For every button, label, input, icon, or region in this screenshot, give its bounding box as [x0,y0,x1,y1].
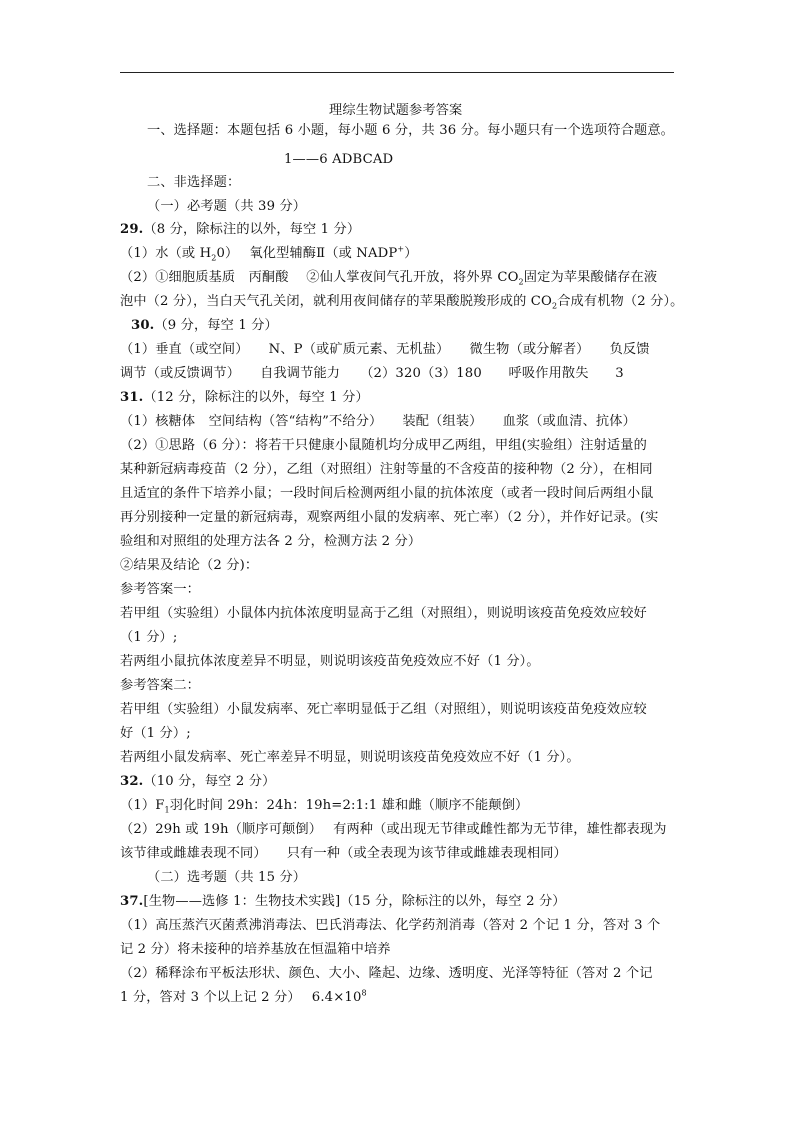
elective-heading: （二）选考题（共 15 分） [147,870,307,885]
q31-line7: ②结果及结论（2 分)： [120,558,259,573]
q32-line1-sub: 1 [164,805,170,815]
q29-number: 29. [120,222,144,237]
q31-ref2-line1: 若甲组（实验组）小鼠发病率、死亡率明显低于乙组（对照组），则说明该疫苗免疫效应较 [120,702,647,717]
q32-number: 32. [120,774,144,789]
q37-line4-a: 1 分，答对 3 个以上记 2 分） 6.4×10 [120,990,362,1005]
q29-line1 [120,244,418,264]
q32-heading [120,772,275,792]
q31-line5: 再分别接种一定量的新冠病毒，观察两组小鼠的发病率、死亡率）（2 分），并作好记录。(实 [120,510,659,525]
required-heading: （一）必考题（共 39 分） [147,199,307,214]
q31-ref1-line3: 若两组小鼠抗体浓度差异不明显，则说明该疫苗免疫效应不好（1 分）。 [120,654,540,669]
q31-heading [120,388,369,408]
q29-line3 [120,292,684,312]
q37-number: 37. [120,894,144,909]
q37-line1: （1）高压蒸汽灭菌煮沸消毒法、巴氏消毒法、化学药剂消毒（答对 2 个记 1 分，答对 3 个 [120,918,661,933]
q37-heading [120,892,566,912]
q32-line3: 该节律或雌雄表现不同） 只有一种（或全表现为该节律或雌雄表现相同） [120,846,567,861]
q29-line1-b: 0） 氧化型辅酶Ⅱ（或 NADP [216,246,398,261]
q29-line1-a: （1）水（或 H [120,246,212,261]
q31-ref2-heading: 参考答案二： [120,678,201,693]
q31-line4: 且适宜的条件下培养小鼠；一段时间后检测两组小鼠的抗体浓度（或者一段时间后两组小鼠 [120,486,654,501]
q37-head: [生物——选修 1：生物技术实践]（15 分，除标注的以外，每空 2 分） [143,894,566,909]
q31-line6: 验组和对照组的处理方法各 2 分，检测方法 2 分） [120,534,422,549]
q37-line3: （2）稀释涂布平板法形状、颜色、大小、隆起、边缘、透明度、光泽等特征（答对 2 个记 [120,966,653,981]
q31-line2: （2）①思路（6 分）：将若干只健康小鼠随机均分成甲乙两组，甲组(实验组）注射适量的 [120,438,647,453]
section1-heading: 一、选择题：本题包括 6 小题，每小题 6 分，共 36 分。每小题只有一个选项符合题意。 [147,123,675,138]
q37-line4-sup: 8 [361,988,367,998]
q30-head: （9 分，每空 1 分） [154,318,278,333]
q31-ref1-heading: 参考答案一： [120,582,201,597]
q29-line2 [120,268,657,288]
q29-line3-b: 合成有机物（2 分）。 [557,294,684,309]
q31-ref1-line1: 若甲组（实验组）小鼠体内抗体浓度明显高于乙组（对照组），则说明该疫苗免疫效应较好 [120,606,647,621]
q31-number: 31. [120,390,144,405]
q29-heading [120,220,360,240]
q29-line2-b: 固定为苹果酸储存在液 [523,270,658,285]
q30-line2: 调节（或反馈调节） 自我调节能力 （2）320（3）180 呼吸作用散失 3 [120,366,624,381]
q37-line4 [120,988,367,1008]
section2-heading: 二、非选择题： [147,175,241,190]
q32-line1 [120,796,528,816]
q32-line2: （2）29h 或 19h（顺序可颠倒） 有两种（或出现无节律或雌性都为无节律，雄性都表现为 [120,822,667,837]
q29-line1-c: ） [404,246,418,261]
q29-line2-a: （2）①细胞质基质 丙酮酸 ②仙人掌夜间气孔开放，将外界 CO [120,270,519,285]
q29-line3-a: 泡中（2 分），当白天气孔关闭，就利用夜间储存的苹果酸脱羧形成的 CO [120,294,552,309]
choice-answers: 1——6 ADBCAD [284,152,394,167]
q31-ref2-line3: 若两组小鼠发病率、死亡率差异不明显，则说明该疫苗免疫效应不好（1 分）。 [120,750,580,765]
q31-line3: 某种新冠病毒疫苗（2 分），乙组（对照组）注射等量的不含疫苗的接种物（2 分），在相同 [120,462,653,477]
q31-ref2-line2: 好（1 分）; [120,726,191,741]
q31-ref1-line2: （1 分）; [120,630,178,645]
q29-line2-sub: 2 [518,277,524,287]
q32-line1-b: 羽化时间 29h：24h：19h=2:1:1 雄和雌（顺序不能颠倒） [169,798,529,813]
q30-line1: （1）垂直（或空间） N、P（或矿质元素、无机盐） 微生物（或分解者） 负反馈 [120,342,650,357]
q31-head: （12 分，除标注的以外，每空 1 分） [143,390,369,405]
top-rule [120,72,674,73]
q29-head: （8 分，除标注的以外，每空 1 分） [143,222,361,237]
q31-line1: （1）核糖体 空间结构（答“结构”不给分） 装配（组装） 血浆（或血清、抗体） [120,414,636,429]
q29-line3-sub: 2 [551,301,558,311]
q29-line1-sup: + [397,244,405,254]
q29-line1-sub: 2 [211,253,217,263]
q30-heading [131,316,278,336]
q37-line2: 记 2 分）将未接种的培养基放在恒温箱中培养 [120,942,391,957]
page-title: 理综生物试题参考答案 [329,103,463,118]
q32-head: （10 分，每空 2 分） [143,774,276,789]
q32-line1-a: （1）F [120,798,165,813]
q30-number: 30. [131,318,155,333]
